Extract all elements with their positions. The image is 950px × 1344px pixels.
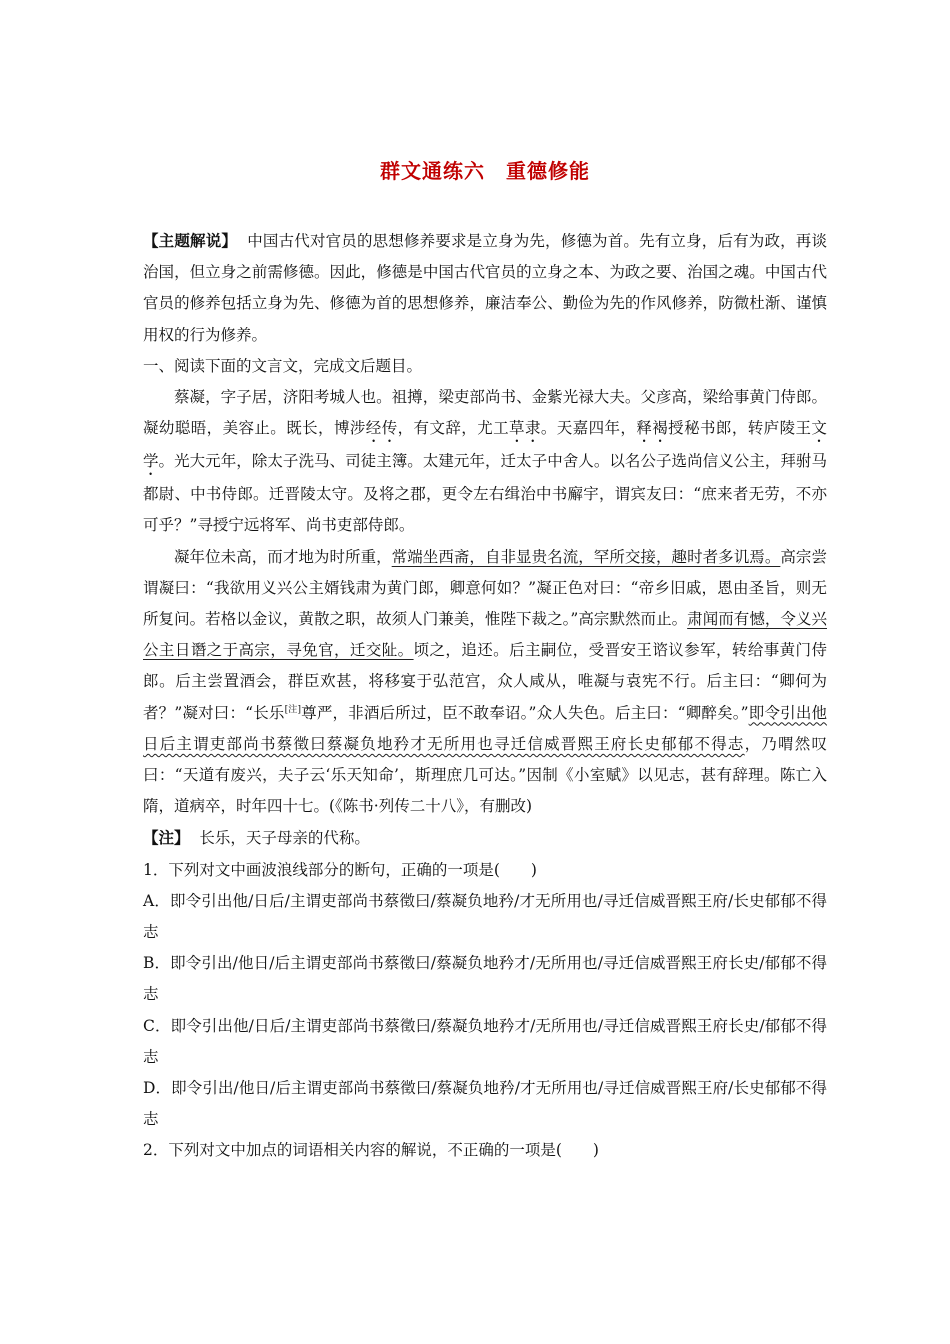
theme-explanation	[143, 225, 827, 351]
underlined-sentence: 肃闻而有憾，令义兴公主日谮之于高宗，寻免官，迁交阯。	[143, 610, 827, 660]
section-heading: 一、阅读下面的文言文，完成文后题目。	[143, 356, 423, 375]
question-2-stem: 2．下列对文中加点的词语相关内容的解说，不正确的一项是( )	[143, 1141, 599, 1160]
theme-text: 中国古代对官员的思想修养要求是立身为先，修德为首。先有立身，后有为政，再谈治国，但立身之前需修德。因此，修德是中国古代官员的立身之本、为政之要、治国之魂。中国古代官员的修养包括立身为先、修德为首的思想修养，廉洁奉公、勤俭为先的作风修养，防微杜渐、谨慎用权的行为修养。	[143, 232, 827, 344]
footnote-tag: 【注】	[143, 828, 190, 848]
footnote-text: 长乐，天子母亲的代称。	[199, 829, 370, 848]
question-1-option-c: C．即令引出他/日后/主谓吏部尚书蔡徵曰/蔡凝负地矜才/无所用也/寻迁信威晋熙王府长史/郁郁不得志	[143, 1016, 827, 1066]
dotted-word: 释褐	[636, 419, 669, 438]
passage-paragraph-2: 凝年位未高，而才地为时所重，常端坐西斋，自非显贵名流，罕所交接，趣时者多讥焉。高宗尝谓凝曰：“我欲用义兴公主婿钱肃为黄门郎，卿意何如？”凝正色对曰：“帝乡旧戚，恩由圣旨，则无所复问。若格以金议，黄散之职，故须人门兼美，惟陛下裁之。”高宗默然而止。肃闻而有憾，令义兴公主日谮之于高宗，寻免官，迁交阯。顷之，追还。后主嗣位，受晋安王谘议参军，转给事黄门侍郎。后主尝置酒会，群臣欢甚，将移宴于弘范宫，众人咸从，唯凝与袁宪不行。后主曰：“卿何为者？”凝对曰：“长乐[注]尊严，非酒后所过，臣不敢奉诏。”众人失色。后主曰：“卿醉矣。”即令引出他日后主谓吏部尚书蔡徵曰蔡凝负地矜才无所用也寻迁信威晋熙王府长史郁郁不得志，乃喟然叹曰：“天道有废兴，夫子云‘乐天知命’，斯理庶几可达。”因制《小室赋》以见志，甚有辞理。陈亡入隋，道病卒，时年四十七。(《陈书·列传二十八》，有删改)	[143, 547, 827, 816]
document-body	[143, 225, 827, 1167]
page-title: 群文通练六 重德修能	[380, 159, 590, 183]
theme-tag: 【主题解说】	[143, 231, 238, 250]
question-1-option-b: B．即令引出/他日/后主谓吏部尚书蔡徵曰/蔡凝负地矜才/无所用也/寻迁信威晋熙王府长史/郁郁不得志	[143, 954, 827, 1004]
underlined-sentence: 常端坐西斋，自非显贵名流，罕所交接，趣时者多讥焉。	[391, 547, 781, 566]
footnote	[143, 822, 827, 854]
question-1-option-a: A．即令引出他/日后/主谓吏部尚书蔡徵曰/蔡凝负地矜/才无所用也/寻迁信威晋熙王府/长史郁郁不得志	[143, 891, 827, 942]
question-1-stem: 1．下列对文中画波浪线部分的断句，正确的一项是( )	[143, 860, 537, 879]
note-marker: [注]	[284, 704, 301, 715]
dotted-word: 草隶	[509, 419, 541, 438]
passage-paragraph-1: 蔡凝，字子居，济阳考城人也。祖撙，梁吏部尚书、金紫光禄大夫。父彦高，梁给事黄门侍郎。凝幼聪晤，美容止。既长，博涉经传，有文辞，尤工草隶。天嘉四年，释褐授秘书郎，转庐陵王文学。光大元年，除太子洗马、司徒主簿。太建元年，迁太子中舍人。以名公子选尚信义公主，拜驸马都尉、中书侍郎。迁晋陵太守。及将之郡，更令左右缉治中书廨宇，谓宾友曰：“庶来者无劳，不亦可乎？”寻授宁远将军、尚书吏部侍郎。	[143, 388, 827, 535]
question-1-option-d: D．即令引出/他日/后主谓吏部尚书蔡徵曰/蔡凝负地矜/才无所用也/寻迁信威晋熙王府/长史郁郁不得志	[143, 1079, 827, 1129]
dotted-word: 经传	[365, 419, 398, 438]
dotted-word: 文学	[143, 419, 827, 471]
wavy-underlined-passage: 即令引出他日后主谓吏部尚书蔡徵曰蔡凝负地矜才无所用也寻迁信威晋熙王府长史郁郁不得志	[143, 703, 827, 753]
